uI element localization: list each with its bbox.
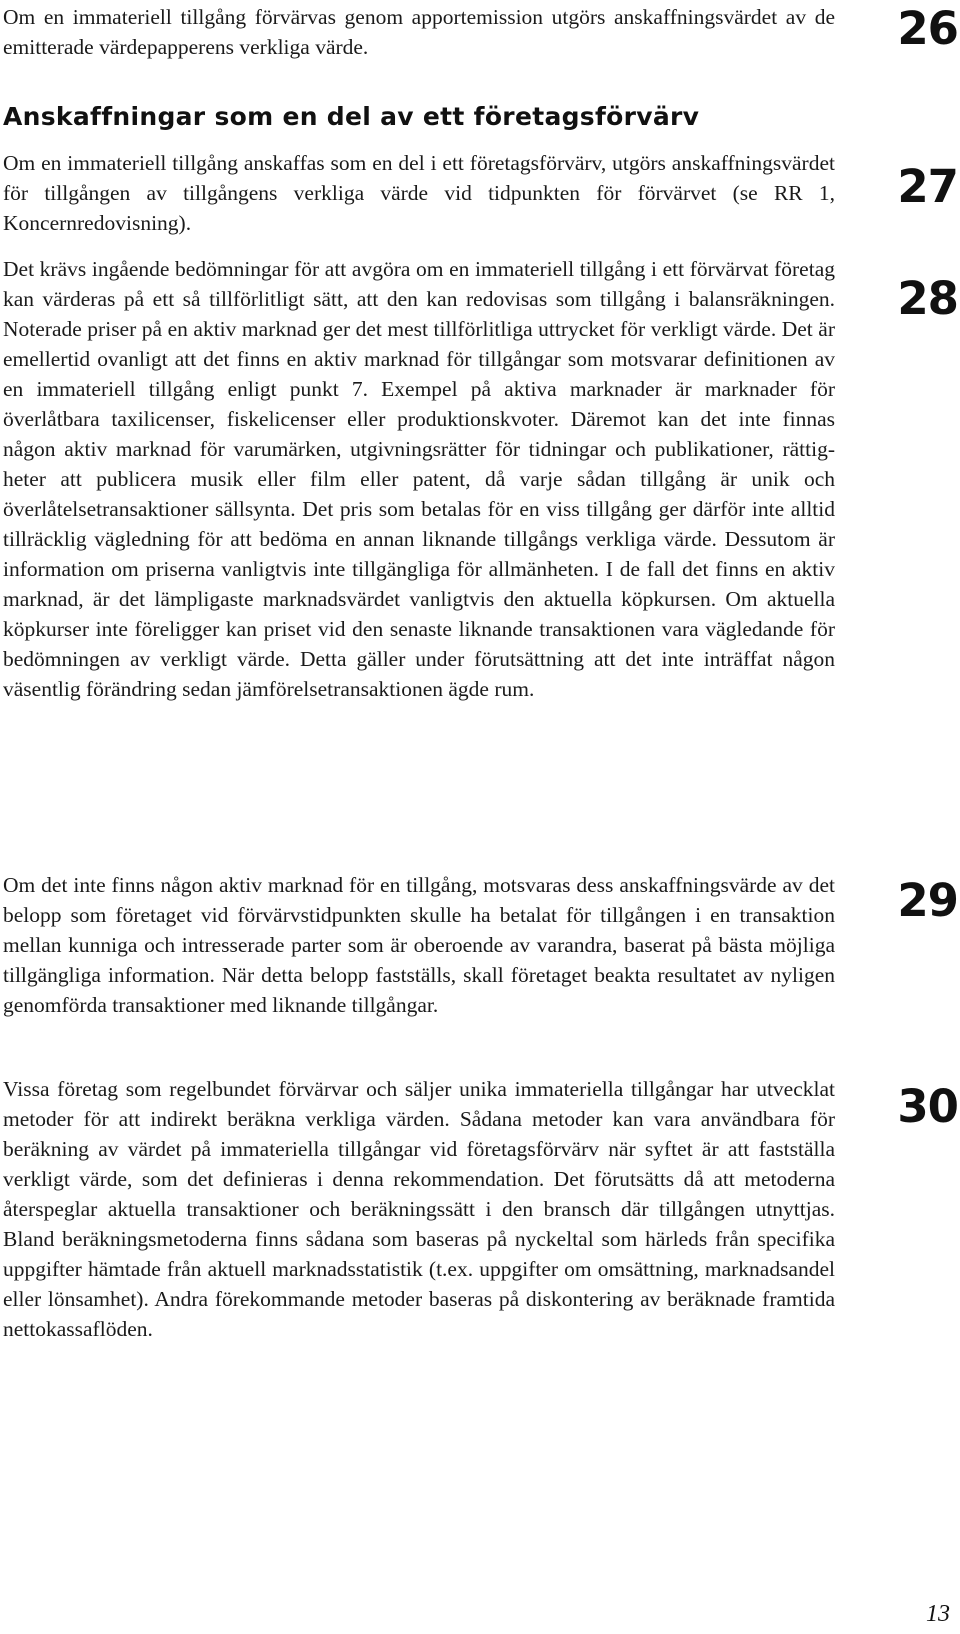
section-heading: Anskaffningar som en del av ett företagsförvärv bbox=[3, 102, 700, 131]
paragraph-30-text: Vissa företag som regelbundet förvärvar och säljer unika immateriella tillgångar har utvecklat metoder för att indirekt beräkna verkliga värden. Sådana metoder kan vara användbara för beräkning av värdet på immateriella tillgångar vid företagsförvärv när syftet är att fastställa verkligt värde, som det definieras i denna rekommendation. Det förutsätts då att metoderna återspeglar aktuella transaktioner och beräkningssätt i den bransch där tillgången utnyttjas. Bland beräkningsmetoderna finns sådana som baseras på nyckeltal som härleds från specifika uppgifter hämtade från aktuell marknadsstatistik (t.ex. uppgifter om omsättning, marknadsandel eller lönsamhet). Andra förekommande metoder baseras på diskontering av beräknade framtida nettokassaflöden. bbox=[3, 1077, 835, 1341]
paragraph-number-30: 30 bbox=[897, 1080, 958, 1133]
paragraph-28-text: Det krävs ingående bedömningar för att avgöra om en immateriell tillgång i ett förvärvat företag kan värderas på ett så tillförlitligt sätt, att den kan redovisas som tillgång i balansräkningen. Noterade priser på en aktiv marknad ger det mest tillförlitliga uttrycket för verkligt värde. Det är emellertid ovanligt att det finns en aktiv marknad för tillgångar som motsvarar definitionen av en immateriell tillgång enligt punkt 7. Exempel på aktiva marknader är marknader för överlåtbara taxilicenser, fiskelicenser eller produktionskvoter. Däremot kan det inte finnas någon aktiv marknad för varumärken, utgivningsrätter för tidningar och publikationer, rättigheter att publicera musik eller film eller patent, då varje sådan tillgång är unik och överlåtelsetransaktioner sällsynta. Det pris som betalas för en viss tillgång ger därför inte alltid tillräcklig vägledning för att bedöma en annan liknande tillgångs verkliga värde. Dessutom är information om priserna vanligtvis inte tillgängliga för allmänheten. I de fall det finns en aktiv marknad, är det lämpligaste marknadsvärdet vanligtvis den aktuella köpkursen. Om aktuella köpkurser inte föreligger kan priset vid den senaste liknande transaktionen vara vägledande för bedömningen av verkligt värde. Detta gäller under förutsättning att det inte inträffat någon väsentlig förändring sedan jämförelsetransaktionen ägde rum. bbox=[3, 257, 835, 701]
paragraph-29-text: Om det inte finns någon aktiv marknad för en tillgång, motsvaras dess anskaffningsvärde av det belopp som företaget vid förvärvstidpunkten skulle ha betalat för tillgången i en transaktion mellan kunniga och intresserade parter som är oberoende av varandra, baserat på bästa möjliga tillgängliga information. När detta belopp fastställs, skall företaget beakta resultatet av nyligen genomförda transaktioner med liknande tillgångar. bbox=[3, 873, 835, 1017]
paragraph-number-26: 26 bbox=[897, 2, 958, 55]
page-number: 13 bbox=[926, 1601, 950, 1627]
paragraph-number-28: 28 bbox=[897, 272, 958, 325]
paragraph-number-29: 29 bbox=[897, 874, 958, 927]
paragraph-number-27: 27 bbox=[897, 160, 958, 213]
paragraph-26-text: Om en immateriell tillgång förvärvas genom apportemission utgörs anskaffningsvärdet av de emitterade värdepapperens verkliga värde. bbox=[3, 5, 835, 59]
paragraph-27-text: Om en immateriell tillgång anskaffas som en del i ett företagsförvärv, utgörs anskaffningsvärdet för tillgången av tillgångens verkliga värde vid tidpunkten för förvärvet (se RR 1, Koncernredovisning). bbox=[3, 151, 835, 235]
